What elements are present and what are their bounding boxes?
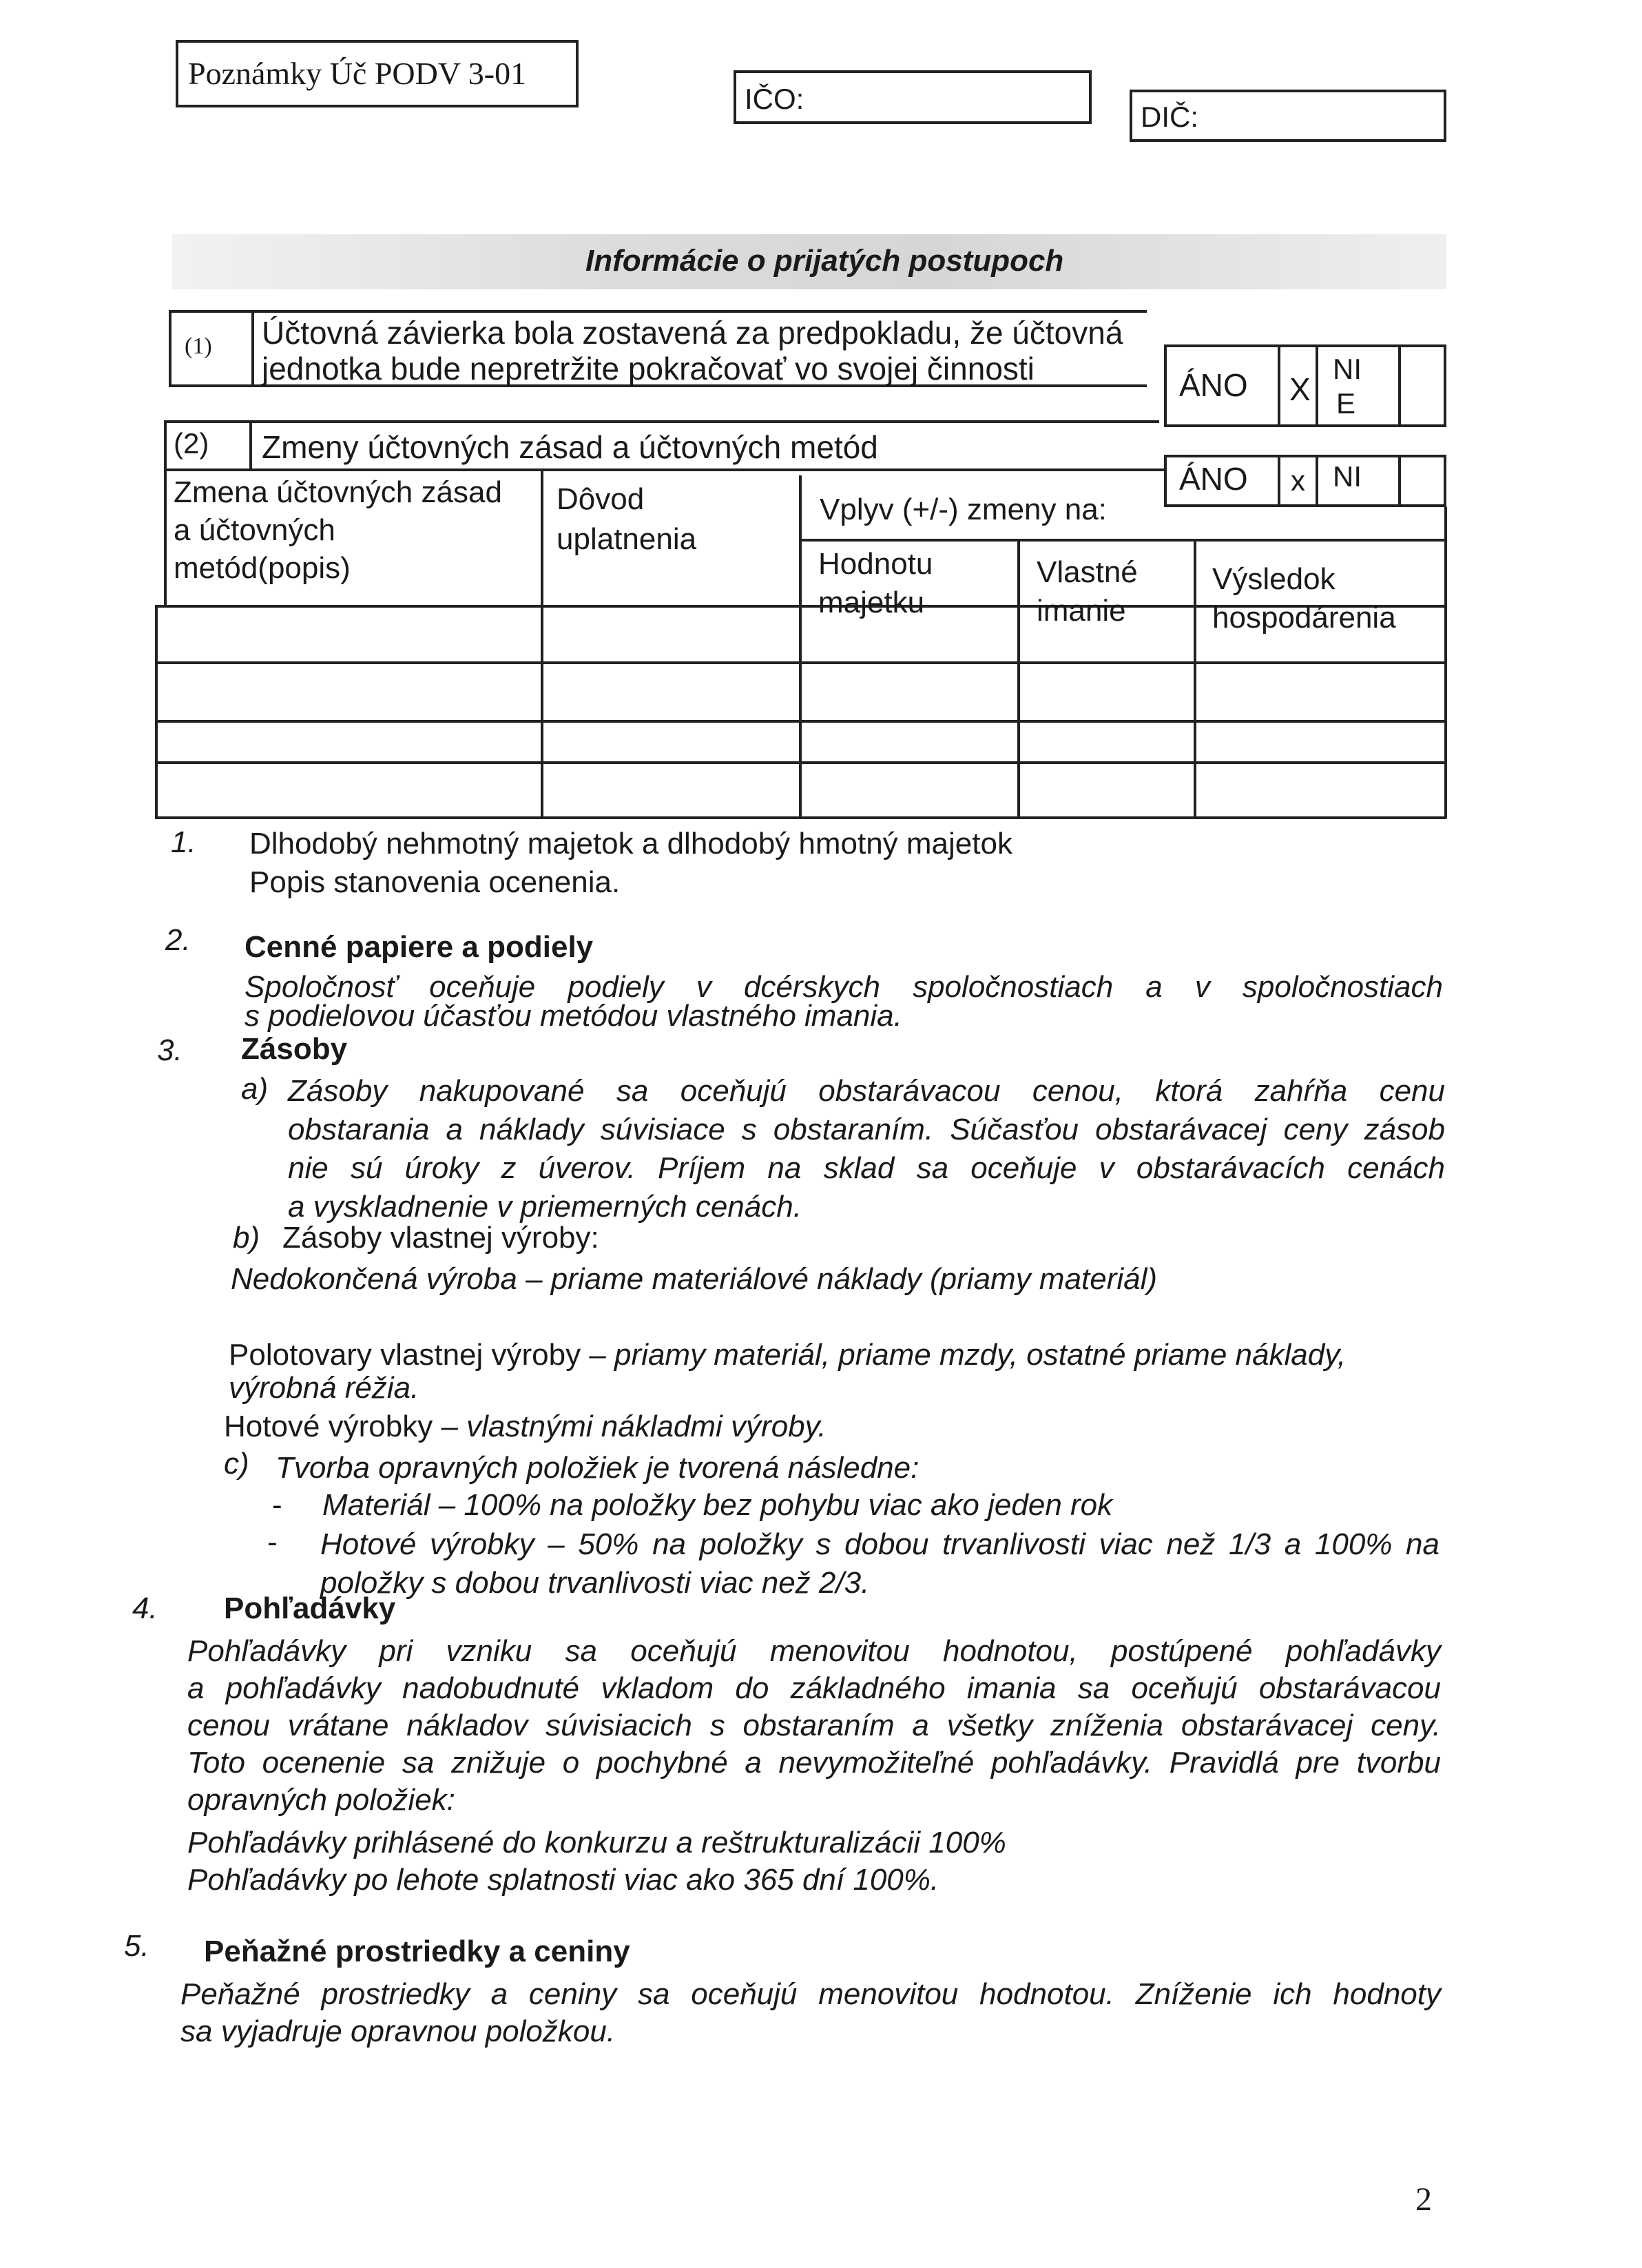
ico-field[interactable]: [734, 70, 1092, 124]
section-3a-line1: Zásoby nakupované sa oceňujú obstarávacou cenou, ktorá zahŕňa cenu: [288, 1074, 1445, 1108]
page-number: 2: [1415, 2181, 1432, 2218]
section-4-line4: Toto ocenenie sa znižuje o pochybné a nevymožiteľné pohľadávky. Pravidlá pre tvorbu: [187, 1746, 1441, 1780]
section-5-body: [180, 1976, 1441, 2050]
section-title-bar: [172, 234, 1446, 289]
row1-text-line2: jednotka bude nepretržite pokračovať vo svojej činnosti: [262, 351, 1035, 386]
section-2-line2: s podielovou účasťou metódou vlastného imania.: [245, 999, 902, 1033]
section-3b-finished-desc: – vlastnými nákladmi výroby.: [433, 1410, 827, 1443]
section-3b-semi-line2: výrobná réžia.: [229, 1371, 419, 1405]
row1-nie-line1: NI: [1333, 353, 1362, 385]
row1-text-line1: Účtovná závierka bola zostavená za predpokladu, že účtovná: [262, 315, 1123, 351]
row1-check-mark[interactable]: X: [1289, 371, 1311, 407]
col-change-line1: Zmena účtovných zásad: [174, 475, 502, 509]
col-asset-value-line1: Hodnotu: [818, 547, 933, 581]
section-5-line1: Peňažné prostriedky a ceniny sa oceňujú menovitou hodnotou. Zníženie ich hodnoty: [180, 1977, 1441, 2011]
table-row[interactable]: [158, 664, 1443, 719]
section-5-line2: sa vyjadruje opravnou položkou.: [180, 2014, 616, 2048]
section-3b-semi-term: Polotovary vlastnej výroby: [229, 1338, 581, 1372]
row2-number: (2): [174, 427, 209, 460]
section-4-line2: a pohľadávky nadobudnuté vkladom do základného imania sa oceňujú obstarávacou: [187, 1671, 1441, 1705]
table-row[interactable]: [158, 723, 1443, 760]
dic-label: DIČ:: [1141, 101, 1198, 133]
section-3b-wip: [231, 1262, 1157, 1297]
col-reason-line1: Dôvod: [557, 482, 645, 516]
section-3a-line4: a vyskladnenie v priemerných cenách.: [288, 1190, 802, 1224]
section-3c-item2-line1: Hotové výrobky – 50% na položky s dobou trvanlivosti viac než 1/3 a 100% na: [320, 1527, 1440, 1561]
section-4-body: [187, 1633, 1441, 1899]
section-4-line7: Pohľadávky po lehote splatnosti viac ako 365 dní 100%.: [187, 1863, 939, 1897]
col-impact-header: Vplyv (+/-) zmeny na:: [820, 493, 1107, 526]
row1-nie-line2: E: [1336, 387, 1356, 420]
col-result-line1: Výsledok: [1212, 562, 1336, 596]
row2-check-mark[interactable]: x: [1291, 464, 1305, 497]
col-result-line2: hospodárenia: [1212, 601, 1396, 635]
col-reason-line2: uplatnenia: [557, 522, 697, 556]
row2-nie-label: NI: [1333, 460, 1362, 493]
dic-field[interactable]: [1130, 90, 1446, 142]
section-3-title: Zásoby: [241, 1032, 348, 1066]
section-3a-body: [288, 1072, 1445, 1226]
section-3c-dash1: -: [272, 1488, 282, 1522]
section-4-title: Pohľadávky: [224, 1591, 396, 1625]
section-3c-item1: Materiál – 100% na položky bez pohybu viac ako jeden rok: [322, 1488, 1113, 1522]
col-change-line2: a účtovných: [174, 513, 335, 547]
section-1-number: 1.: [171, 825, 196, 859]
row1-ano-label: ÁNO: [1179, 367, 1248, 403]
section-4-number: 4.: [132, 1591, 158, 1625]
section-4-line5: opravných položiek:: [187, 1783, 455, 1817]
col-asset-value-line2: majetku: [818, 586, 925, 619]
form-code-box: [176, 40, 579, 107]
section-3c-item2: [320, 1525, 1440, 1602]
section-3b-wip-term: Nedokončená výroba: [231, 1262, 517, 1296]
table-row[interactable]: [158, 764, 1443, 815]
section-4-line6: Pohľadávky prihlásené do konkurzu a reštrukturalizácii 100%: [187, 1826, 1006, 1859]
section-title: Informácie o prijatých postupoch: [585, 244, 1064, 278]
table-row[interactable]: [158, 608, 1443, 660]
section-5-title: Peňažné prostriedky a ceniny: [204, 1935, 630, 1968]
row2-ano-label: ÁNO: [1179, 461, 1248, 497]
section-3a-line2: obstarania a náklady súvisiace s obstaraním. Súčasťou obstarávacej ceny zásob: [288, 1113, 1445, 1146]
section-2-body: [245, 968, 1443, 1035]
section-3b-semi-desc: – priamy materiál, priame mzdy, ostatné priame náklady,: [581, 1338, 1347, 1372]
section-3c-item2-line2: položky s dobou trvanlivosti viac než 2/3.: [320, 1566, 870, 1600]
ico-label: IČO:: [745, 83, 804, 115]
section-3b-label: b): [233, 1221, 260, 1255]
section-2-title: Cenné papiere a podiely: [245, 930, 594, 964]
section-4-line1: Pohľadávky pri vzniku sa oceňujú menovitou hodnotou, postúpené pohľadávky: [187, 1634, 1441, 1668]
section-1-text: Popis stanovenia ocenenia.: [249, 865, 621, 899]
section-3b-finished-term: Hotové výrobky: [224, 1410, 433, 1443]
col-equity-line2: imanie: [1037, 594, 1126, 628]
section-3a-label: a): [241, 1072, 269, 1106]
col-equity-line1: Vlastné: [1037, 555, 1138, 589]
section-3c-label: c): [224, 1447, 249, 1481]
section-3b-semi: [229, 1338, 1346, 1372]
section-5-number: 5.: [124, 1929, 149, 1963]
col-change-line3: metód(popis): [174, 551, 351, 585]
section-2-number: 2.: [165, 923, 191, 957]
section-2-line1: Spoločnosť oceňuje podiely v dcérskych spoločnostiach a v spoločnostiach: [245, 970, 1443, 1004]
section-3b-finished: [224, 1410, 827, 1444]
section-4-line3: cenou vrátane nákladov súvisiacich s obstaraním a všetky zníženia obstarávacej ceny.: [187, 1709, 1441, 1742]
section-3b-title: Zásoby vlastnej výroby:: [282, 1221, 599, 1255]
section-3-number: 3.: [157, 1033, 183, 1067]
row1-number: (1): [185, 333, 212, 359]
section-1-title: Dlhodobý nehmotný majetok a dlhodobý hmotný majetok: [249, 827, 1012, 860]
row2-text: Zmeny účtovných zásad a účtovných metód: [262, 429, 878, 465]
section-3c-title: Tvorba opravných položiek je tvorená následne:: [276, 1451, 919, 1485]
section-3c-dash2: -: [267, 1525, 278, 1559]
section-3a-line3: nie sú úroky z úverov. Príjem na sklad sa oceňuje v obstarávacích cenách: [288, 1151, 1445, 1185]
form-code: Poznámky Úč PODV 3-01: [188, 56, 527, 91]
section-3b-wip-desc: – priame materiálové náklady (priamy materiál): [517, 1262, 1158, 1296]
